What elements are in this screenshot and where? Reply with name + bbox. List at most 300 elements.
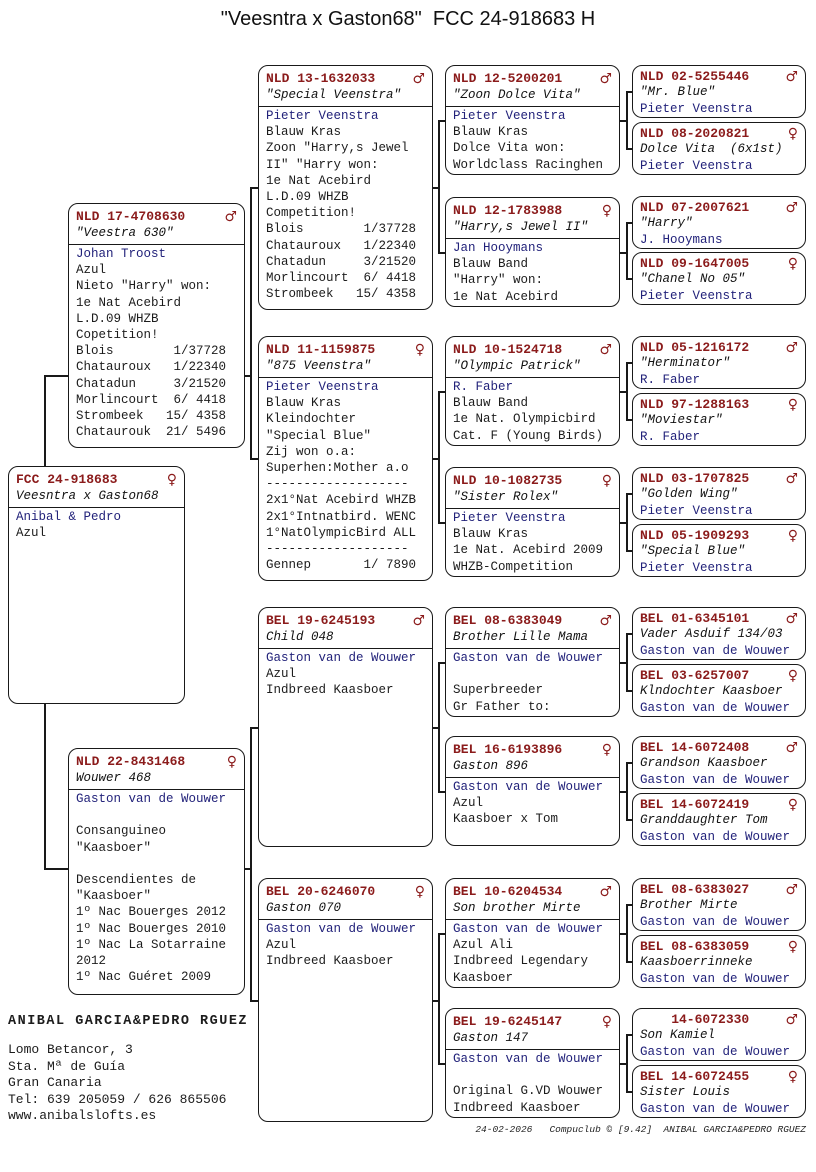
box-header xyxy=(633,796,805,813)
bird-name: Brother Lille Mama xyxy=(453,630,589,644)
box-header xyxy=(633,68,805,85)
male-icon: ♂ xyxy=(599,341,612,358)
male-icon: ♂ xyxy=(412,70,425,87)
info-line xyxy=(446,1067,619,1083)
ring-number: BEL 14-6072408 xyxy=(640,740,750,755)
female-icon: ♀ xyxy=(601,472,612,489)
info-line: "Kaasboer" xyxy=(76,840,152,855)
bird-name: Grandson Kaasboer xyxy=(640,756,768,770)
owner-name: Pieter Veenstra xyxy=(640,159,753,173)
connector-line xyxy=(626,493,632,495)
owner-name: Anibal & Pedro xyxy=(16,510,122,524)
pedigree-box-NLD-09-1647005[interactable] xyxy=(632,252,806,305)
box-header xyxy=(69,752,244,771)
male-icon: ♂ xyxy=(599,612,612,629)
page-title: "Veesntra x Gaston68" FCC 24-918683 H xyxy=(220,8,596,30)
bird-name: Granddaughter Tom xyxy=(640,813,768,827)
male-icon: ♂ xyxy=(412,612,425,629)
connector-line xyxy=(438,662,445,664)
info-line: 1e Nat. Acebird 2009 xyxy=(453,543,604,558)
box-header xyxy=(446,1012,619,1031)
pedigree-box-NLD-17-4708630[interactable] xyxy=(68,203,245,448)
info-line: 1º Nac La Sotarraine xyxy=(76,937,227,952)
bird-name: "Herminator" xyxy=(640,356,731,370)
connector-line xyxy=(438,120,440,254)
info-line: Kleindochter xyxy=(266,412,357,427)
box-header xyxy=(633,125,805,142)
ring-number: BEL 01-6345101 xyxy=(640,611,750,626)
owner-name: Gaston van de Wouwer xyxy=(266,651,417,665)
breeder-website-line: www.anibalslofts.es xyxy=(8,1108,157,1123)
info-line: Indbreed Legendary xyxy=(453,954,589,969)
connector-line xyxy=(626,904,628,963)
info-line: 1e Nat. Olympicbird xyxy=(453,412,596,427)
info-line: Cat. F (Young Birds) xyxy=(453,428,604,443)
female-icon: ♀ xyxy=(787,1068,798,1085)
bird-name: "Olympic Patrick" xyxy=(453,359,581,373)
bird-name: Vader Asduif 134/03 xyxy=(640,627,783,641)
box-header xyxy=(446,201,619,220)
info-line: Worldclass Racinghen xyxy=(453,157,604,172)
bird-name: "Zoon Dolce Vita" xyxy=(453,88,581,102)
connector-line xyxy=(438,662,440,793)
pedigree-box-FCC-24-918683[interactable] xyxy=(8,466,185,704)
header-separator xyxy=(69,244,244,245)
ring-number: NLD 08-2020821 xyxy=(640,126,750,141)
connector-line xyxy=(626,550,632,552)
info-line: Descendientes de xyxy=(76,872,197,887)
owner-name: Gaston van de Wouwer xyxy=(640,644,791,658)
pedigree-box-NLD-13-1632033[interactable] xyxy=(258,65,433,310)
info-line: Blauw Kras xyxy=(453,125,529,140)
pedigree-box-BEL-14-6072408[interactable] xyxy=(632,736,806,789)
connector-line xyxy=(626,633,628,692)
bird-name: "Sister Rolex" xyxy=(453,490,559,504)
bird-name: Gaston 070 xyxy=(266,901,342,915)
info-line: Blauw Kras xyxy=(266,125,342,140)
connector-line xyxy=(626,419,632,421)
info-line xyxy=(69,807,244,823)
bird-name: Veesntra x Gaston68 xyxy=(16,489,159,503)
connector-line xyxy=(438,1063,445,1065)
info-line: Superhen:Mother a.o xyxy=(266,461,409,476)
info-line: Indbreed Kaasboer xyxy=(453,1100,581,1115)
connector-line xyxy=(438,791,445,793)
connector-line xyxy=(438,933,445,935)
ring-number: NLD 12-5200201 xyxy=(453,71,563,86)
box-header xyxy=(259,340,432,359)
pedigree-box-NLD-02-5255446[interactable] xyxy=(632,65,806,118)
box-header xyxy=(9,470,184,489)
owner-name: Pieter Veenstra xyxy=(640,561,753,575)
ring-number: NLD 13-1632033 xyxy=(266,71,376,86)
owner-name: R. Faber xyxy=(640,373,701,387)
male-icon: ♂ xyxy=(785,339,798,356)
pedigree-box-BEL-08-6383059[interactable] xyxy=(632,935,806,988)
connector-line xyxy=(250,458,258,460)
info-line: Blois 1/37728 xyxy=(266,222,417,237)
owner-name: R. Faber xyxy=(453,380,514,394)
info-line: Blauw Band xyxy=(453,396,529,411)
ring-number: BEL 10-6204534 xyxy=(453,884,563,899)
info-line xyxy=(446,666,619,682)
pedigree-box-BEL-10-6204534[interactable] xyxy=(445,878,620,988)
pedigree-box-NLD-12-5200201[interactable] xyxy=(445,65,620,175)
female-icon: ♀ xyxy=(226,753,237,770)
ring-number: NLD 10-1082735 xyxy=(453,473,563,488)
bird-name: "Special Blue" xyxy=(640,544,746,558)
info-line: Competition! xyxy=(266,206,357,221)
bird-name: Kaasboerrinneke xyxy=(640,955,753,969)
ring-number: NLD 02-5255446 xyxy=(640,69,750,84)
info-line: Azul xyxy=(266,938,297,953)
connector-line xyxy=(626,148,632,150)
connector-line xyxy=(44,375,68,377)
ring-number: BEL 08-6383059 xyxy=(640,939,750,954)
connector-line xyxy=(626,633,632,635)
pedigree-box-BEL-20-6246070[interactable] xyxy=(258,878,433,1122)
info-line: Azul xyxy=(266,667,297,682)
connector-line xyxy=(626,91,628,150)
bird-name: Gaston 896 xyxy=(453,759,529,773)
box-header xyxy=(259,882,432,901)
ring-number: NLD 03-1707825 xyxy=(640,471,750,486)
info-line: Original G.VD Wouwer xyxy=(453,1084,604,1099)
header-separator xyxy=(446,377,619,378)
ring-number: NLD 10-1524718 xyxy=(453,342,563,357)
pedigree-box-NLD-05-1216172[interactable] xyxy=(632,336,806,389)
connector-line xyxy=(626,819,632,821)
connector-line xyxy=(626,762,628,821)
ring-number: NLD 11-1159875 xyxy=(266,342,376,357)
connector-line xyxy=(250,1000,258,1002)
header-separator xyxy=(446,919,619,920)
info-line xyxy=(69,856,244,872)
male-icon: ♂ xyxy=(599,883,612,900)
connector-line xyxy=(626,961,632,963)
info-line: 1º Nac Guéret 2009 xyxy=(76,970,212,985)
connector-line xyxy=(626,1034,628,1093)
female-icon: ♀ xyxy=(787,938,798,955)
connector-line xyxy=(438,391,445,393)
owner-name: Gaston van de Wouwer xyxy=(640,701,791,715)
connector-line xyxy=(438,391,440,524)
ring-number: NLD 17-4708630 xyxy=(76,209,186,224)
info-line: Blauw Kras xyxy=(266,396,342,411)
pedigree-box-BEL-08-6383049[interactable] xyxy=(445,607,620,717)
pedigree-box-BEL-16-6193896[interactable] xyxy=(445,736,620,846)
box-header xyxy=(633,527,805,544)
footer-credit: 24-02-2026 Compuclub © [9.42] ANIBAL GARCIA&PEDRO RGUEZ xyxy=(475,1124,806,1135)
bird-name: Sister Louis xyxy=(640,1085,731,1099)
header-separator xyxy=(259,377,432,378)
box-header xyxy=(633,1011,805,1028)
connector-line xyxy=(250,727,252,1002)
ring-number: 14-6072330 xyxy=(640,1012,750,1027)
pedigree-box-NLD-11-1159875[interactable] xyxy=(258,336,433,581)
ring-number: BEL 08-6383027 xyxy=(640,882,750,897)
pedigree-box-14-6072330[interactable] xyxy=(632,1008,806,1061)
ring-number: FCC 24-918683 xyxy=(16,472,118,487)
owner-name: Pieter Veenstra xyxy=(640,504,753,518)
male-icon: ♂ xyxy=(785,470,798,487)
owner-name: J. Hooymans xyxy=(640,233,723,247)
ring-number: BEL 14-6072455 xyxy=(640,1069,750,1084)
ring-number: NLD 97-1288163 xyxy=(640,397,750,412)
breeder-address-line: Sta. Mª de Guía xyxy=(8,1058,126,1074)
info-line: L.D.09 WHZB xyxy=(266,190,349,205)
connector-line xyxy=(438,522,445,524)
breeder-address-line: Lomo Betancor, 3 xyxy=(8,1042,133,1057)
info-line: Kaasboer x Tom xyxy=(453,812,559,827)
box-header xyxy=(69,207,244,226)
info-line: Chataurouk 21/ 5496 xyxy=(76,425,227,440)
breeder-address-line: Gran Canaria xyxy=(8,1075,102,1090)
connector-line xyxy=(44,868,68,870)
connector-line xyxy=(250,187,258,189)
female-icon: ♀ xyxy=(414,341,425,358)
info-line: Azul xyxy=(453,796,484,811)
connector-line xyxy=(44,704,46,870)
info-line: "Kaasboer" xyxy=(76,889,152,904)
owner-name: Gaston van de Wouwer xyxy=(640,830,791,844)
male-icon: ♂ xyxy=(785,610,798,627)
header-separator xyxy=(446,106,619,107)
info-line: Azul xyxy=(76,263,107,278)
bird-name: Gaston 147 xyxy=(453,1031,529,1045)
connector-line xyxy=(438,120,445,122)
pedigree-box-BEL-08-6383027[interactable] xyxy=(632,878,806,931)
info-line: Azul xyxy=(16,526,47,541)
owner-name: Gaston van de Wouwer xyxy=(453,922,604,936)
ring-number: BEL 19-6245193 xyxy=(266,613,376,628)
info-line: 2x1°Nat Acebird WHZB xyxy=(266,493,417,508)
info-line: Indbreed Kaasboer xyxy=(266,954,394,969)
info-line: WHZB-Competition xyxy=(453,559,574,574)
box-header xyxy=(633,1068,805,1085)
info-line: "Harry" won: xyxy=(453,273,544,288)
female-icon: ♀ xyxy=(787,667,798,684)
bird-name: "Golden Wing" xyxy=(640,487,738,501)
connector-line xyxy=(250,187,252,460)
box-header xyxy=(446,340,619,359)
connector-line xyxy=(250,727,258,729)
pedigree-box-BEL-19-6245147[interactable] xyxy=(445,1008,620,1118)
header-separator xyxy=(446,648,619,649)
male-icon: ♂ xyxy=(785,881,798,898)
pedigree-box-NLD-12-1783988[interactable] xyxy=(445,197,620,307)
info-line: Strombeek 15/ 4358 xyxy=(76,409,227,424)
info-line: L.D.09 WHZB xyxy=(76,311,159,326)
pedigree-box-NLD-08-2020821[interactable] xyxy=(632,122,806,175)
info-line: Blauw Band xyxy=(453,257,529,272)
male-icon: ♂ xyxy=(785,199,798,216)
connector-line xyxy=(626,222,628,280)
ring-number: BEL 16-6193896 xyxy=(453,742,563,757)
bird-name: Child 048 xyxy=(266,630,334,644)
pedigree-box-BEL-14-6072419[interactable] xyxy=(632,793,806,846)
owner-name: Gaston van de Wouwer xyxy=(453,651,604,665)
male-icon: ♂ xyxy=(785,739,798,756)
pedigree-box-NLD-07-2007621[interactable] xyxy=(632,196,806,249)
box-header xyxy=(633,667,805,684)
box-header xyxy=(446,611,619,630)
info-line: Morlincourt 6/ 4418 xyxy=(76,392,227,407)
ring-number: NLD 07-2007621 xyxy=(640,200,750,215)
info-line: Indbreed Kaasboer xyxy=(266,683,394,698)
ring-number: BEL 03-6257007 xyxy=(640,668,750,683)
owner-name: Gaston van de Wouwer xyxy=(640,1102,791,1116)
info-line: Chatadun 3/21520 xyxy=(76,376,227,391)
bird-name: Dolce Vita (6x1st) xyxy=(640,142,783,156)
pedigree-box-NLD-10-1524718[interactable] xyxy=(445,336,620,446)
box-header xyxy=(633,938,805,955)
header-separator xyxy=(446,1049,619,1050)
info-line: Zoon "Harry,s Jewel xyxy=(266,141,409,156)
bird-name: "Veestra 630" xyxy=(76,226,174,240)
box-header xyxy=(633,470,805,487)
bird-name: "Moviestar" xyxy=(640,413,723,427)
male-icon: ♂ xyxy=(785,1011,798,1028)
owner-name: Pieter Veenstra xyxy=(266,380,379,394)
info-line: 1º Nac Bouerges 2012 xyxy=(76,905,227,920)
female-icon: ♀ xyxy=(414,883,425,900)
connector-line xyxy=(626,1034,632,1036)
ring-number: NLD 22-8431468 xyxy=(76,754,186,769)
box-header xyxy=(446,882,619,901)
owner-name: Jan Hooymans xyxy=(453,241,544,255)
female-icon: ♀ xyxy=(787,125,798,142)
pedigree-box-BEL-01-6345101[interactable] xyxy=(632,607,806,660)
connector-line xyxy=(626,493,628,552)
connector-line xyxy=(626,690,632,692)
info-line: Chatauroux 1/22340 xyxy=(76,360,227,375)
bird-name: "Harry,s Jewel II" xyxy=(453,220,589,234)
info-line: Gennep 1/ 7890 xyxy=(266,558,417,573)
female-icon: ♀ xyxy=(787,396,798,413)
bird-name: Son brother Mirte xyxy=(453,901,581,915)
pedigree-box-NLD-10-1082735[interactable] xyxy=(445,467,620,577)
owner-name: Gaston van de Wouwer xyxy=(453,780,604,794)
box-header xyxy=(259,69,432,88)
owner-name: Gaston van de Wouwer xyxy=(453,1052,604,1066)
male-icon: ♂ xyxy=(785,68,798,85)
connector-line xyxy=(626,91,632,93)
info-line: ------------------- xyxy=(266,542,409,557)
info-line: ------------------- xyxy=(266,477,409,492)
breeder-phone-line: Tel: 639 205059 / 626 865506 xyxy=(8,1091,227,1107)
female-icon: ♀ xyxy=(601,741,612,758)
owner-name: Johan Troost xyxy=(76,247,167,261)
connector-line xyxy=(626,222,632,224)
pedigree-box-NLD-03-1707825[interactable] xyxy=(632,467,806,520)
bird-name: "Chanel No 05" xyxy=(640,272,746,286)
owner-name: Pieter Veenstra xyxy=(640,102,753,116)
female-icon: ♀ xyxy=(787,796,798,813)
bird-name: "Harry" xyxy=(640,216,693,230)
info-line: Superbreeder xyxy=(453,683,544,698)
info-line: Morlincourt 6/ 4418 xyxy=(266,271,417,286)
info-line: Consanguineo xyxy=(76,824,167,839)
connector-line xyxy=(626,904,632,906)
connector-line xyxy=(626,762,632,764)
pedigree-box-NLD-22-8431468[interactable] xyxy=(68,748,245,995)
header-separator xyxy=(446,238,619,239)
box-header xyxy=(633,396,805,413)
pedigree-box-BEL-19-6245193[interactable] xyxy=(258,607,433,847)
pedigree-box-NLD-97-1288163[interactable] xyxy=(632,393,806,446)
info-line: "Special Blue" xyxy=(266,428,372,443)
info-line: Nieto "Harry" won: xyxy=(76,279,212,294)
pedigree-box-BEL-03-6257007[interactable] xyxy=(632,664,806,717)
owner-name: Pieter Veenstra xyxy=(640,289,753,303)
info-line: 1e Nat Acebird xyxy=(76,295,182,310)
info-line: 1e Nat Acebird xyxy=(453,289,559,304)
box-header xyxy=(633,610,805,627)
owner-name: Gaston van de Wouwer xyxy=(640,773,791,787)
info-line: Zij won o.a: xyxy=(266,444,357,459)
owner-name: Gaston van de Wouwer xyxy=(266,922,417,936)
info-line: Dolce Vita won: xyxy=(453,141,566,156)
owner-name: R. Faber xyxy=(640,430,701,444)
female-icon: ♀ xyxy=(601,202,612,219)
male-icon: ♂ xyxy=(599,70,612,87)
info-line: Copetition! xyxy=(76,328,159,343)
owner-name: Gaston van de Wouwer xyxy=(640,1045,791,1059)
owner-name: Gaston van de Wouwer xyxy=(640,915,791,929)
ring-number: BEL 20-6246070 xyxy=(266,884,376,899)
info-line: 1°NatOlympicBird ALL xyxy=(266,525,417,540)
pedigree-box-NLD-05-1909293[interactable] xyxy=(632,524,806,577)
connector-line xyxy=(626,362,628,421)
connector-line xyxy=(626,278,632,280)
info-line: II" "Harry won: xyxy=(266,157,379,172)
box-header xyxy=(259,611,432,630)
bird-name: Wouwer 468 xyxy=(76,771,152,785)
ring-number: NLD 05-1909293 xyxy=(640,528,750,543)
header-separator xyxy=(259,919,432,920)
header-separator xyxy=(446,508,619,509)
owner-name: Pieter Veenstra xyxy=(453,511,566,525)
female-icon: ♀ xyxy=(601,1013,612,1030)
header-separator xyxy=(9,507,184,508)
info-line: 2x1°Intnatbird. WENC xyxy=(266,509,417,524)
box-header xyxy=(633,339,805,356)
male-icon: ♂ xyxy=(224,208,237,225)
ring-number: NLD 09-1647005 xyxy=(640,256,750,271)
female-icon: ♀ xyxy=(787,255,798,272)
connector-line xyxy=(44,375,46,467)
connector-line xyxy=(626,362,632,364)
header-separator xyxy=(446,777,619,778)
ring-number: NLD 05-1216172 xyxy=(640,340,750,355)
box-header xyxy=(633,199,805,216)
box-header xyxy=(633,739,805,756)
header-separator xyxy=(69,789,244,790)
female-icon: ♀ xyxy=(787,527,798,544)
box-header xyxy=(446,69,619,88)
info-line: Kaasboer xyxy=(453,970,514,985)
bird-name: "875 Veenstra" xyxy=(266,359,372,373)
info-line: Strombeek 15/ 4358 xyxy=(266,287,417,302)
info-line: Chatauroux 1/22340 xyxy=(266,238,417,253)
pedigree-box-BEL-14-6072455[interactable] xyxy=(632,1065,806,1118)
bird-name: "Special Veenstra" xyxy=(266,88,402,102)
box-header xyxy=(446,471,619,490)
owner-name: Pieter Veenstra xyxy=(266,109,379,123)
info-line: Gr Father to: xyxy=(453,699,551,714)
owner-name: Gaston van de Wouwer xyxy=(640,972,791,986)
